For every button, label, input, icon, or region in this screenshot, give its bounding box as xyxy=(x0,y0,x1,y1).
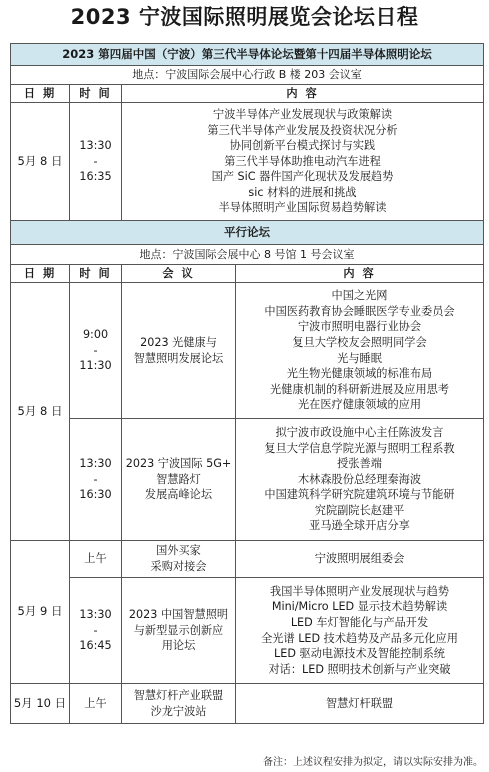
agenda-item: 木林森股份总经理秦海波 xyxy=(297,472,422,486)
content-cell xyxy=(236,541,484,578)
forum1-banner: 2023 第四届中国（宁波）第三代半导体论坛暨第十四届半导体照明论坛 xyxy=(11,44,484,66)
time-cell: 13:30 - 16:30 xyxy=(70,419,122,541)
content-cell xyxy=(236,419,484,541)
agenda-item: 光生物光健康领域的标准布局 xyxy=(286,367,433,381)
agenda-item: 中国建筑科学研究院建筑环境与节能研 xyxy=(264,488,455,502)
meeting-cell: 2023 光健康与 智慧照明发展论坛 xyxy=(122,283,236,419)
agenda-item: LED 车灯智能化与产品开发 xyxy=(290,615,429,629)
time-cell: 13:30 - 16:45 xyxy=(70,578,122,684)
agenda-item: 对话：LED 照明技术创新与产业突破 xyxy=(268,662,451,676)
content-cell xyxy=(236,578,484,684)
time-cell: 上午 xyxy=(70,684,122,724)
agenda-item: 宁波半导体产业发展现状与政策解读 xyxy=(213,107,393,121)
page-title: 2023 宁波国际照明展览会论坛日程 xyxy=(70,5,419,29)
agenda-item: Mini/Micro LED 显示技术趋势解读 xyxy=(271,600,448,614)
agenda-item: 复旦大学校友会照明同学会 xyxy=(292,335,427,349)
agenda-item: 第三代半导体助推电动汽车进程 xyxy=(224,154,381,168)
agenda-item: 宁波照明展组委会 xyxy=(314,552,405,566)
header-date: 日 期 xyxy=(11,85,70,103)
content-cell xyxy=(236,684,484,724)
schedule-table xyxy=(10,43,484,724)
header-content: 内 容 xyxy=(122,85,484,103)
meeting-cell: 2023 中国智慧照明 与新型显示创新应 用论坛 xyxy=(122,578,236,684)
agenda-item: LED 驱动电源技术及智能控制系统 xyxy=(274,647,445,661)
agenda-item: 复旦大学信息学院光源与照明工程系教 xyxy=(264,441,455,455)
date-cell: 5月 8 日 xyxy=(11,103,70,221)
header-time: 时 间 xyxy=(70,265,122,283)
footnote: 备注：上述议程安排为拟定，请以实际安排为准。 xyxy=(263,757,483,768)
agenda-item: 中国之光网 xyxy=(331,289,388,303)
date-cell: 5月 9 日 xyxy=(11,541,70,684)
agenda-item: 第三代半导体产业发展及投资状况分析 xyxy=(207,123,398,137)
meeting-cell: 2023 宁波国际 5G+ 智慧路灯 发展高峰论坛 xyxy=(122,419,236,541)
agenda-item: 亚马逊全球开店分享 xyxy=(309,519,410,533)
time-cell: 13:30 - 16:35 xyxy=(70,103,122,221)
date-cell: 5月 10 日 xyxy=(11,684,70,724)
agenda-item: 中国医药教育协会睡眠医学专业委员会 xyxy=(264,304,455,318)
agenda-item: 拟宁波市政设施中心主任陈波发言 xyxy=(275,425,444,439)
agenda-item: 宁波市照明电器行业协会 xyxy=(297,320,422,334)
forum2-banner: 平行论坛 xyxy=(11,221,484,245)
header-date: 日 期 xyxy=(11,265,70,283)
agenda-item: 究院副院长赵建平 xyxy=(314,503,405,517)
forum1-location: 地点：宁波国际会展中心行政 B 楼 203 会议室 xyxy=(11,66,484,85)
content-cell xyxy=(236,283,484,419)
meeting-cell: 智慧灯杆产业联盟 沙龙宁波站 xyxy=(122,684,236,724)
agenda-item: 光与睡眠 xyxy=(337,351,382,365)
forum2-location: 地点：宁波国际会展中心 8 号馆 1 号会议室 xyxy=(11,245,484,265)
header-content: 内 容 xyxy=(236,265,484,283)
agenda-item: 光健康机制的科研新进展及应用思考 xyxy=(270,382,450,396)
agenda-item: 全光谱 LED 技术趋势及产品多元化应用 xyxy=(261,631,458,645)
date-cell: 5月 8 日 xyxy=(11,283,70,541)
agenda-item: 光在医疗健康领域的应用 xyxy=(297,398,422,412)
agenda-item: 半导体照明产业国际贸易趋势解读 xyxy=(218,201,387,215)
time-cell: 上午 xyxy=(70,541,122,578)
time-cell: 9:00 - 11:30 xyxy=(70,283,122,419)
agenda-item: 我国半导体照明产业发展现状与趋势 xyxy=(270,584,450,598)
content-cell xyxy=(122,103,484,221)
meeting-cell: 国外买家 采购对接会 xyxy=(122,541,236,578)
agenda-item: 协同创新平台模式探讨与实践 xyxy=(229,139,376,153)
agenda-item: 智慧灯杆联盟 xyxy=(325,696,394,710)
agenda-item: 授张善端 xyxy=(337,457,382,471)
header-time: 时 间 xyxy=(70,85,122,103)
agenda-item: 国产 SiC 器件国产化现状及发展趋势 xyxy=(211,170,394,184)
agenda-item: sic 材料的进展和挑战 xyxy=(248,185,357,199)
header-meeting: 会 议 xyxy=(122,265,236,283)
